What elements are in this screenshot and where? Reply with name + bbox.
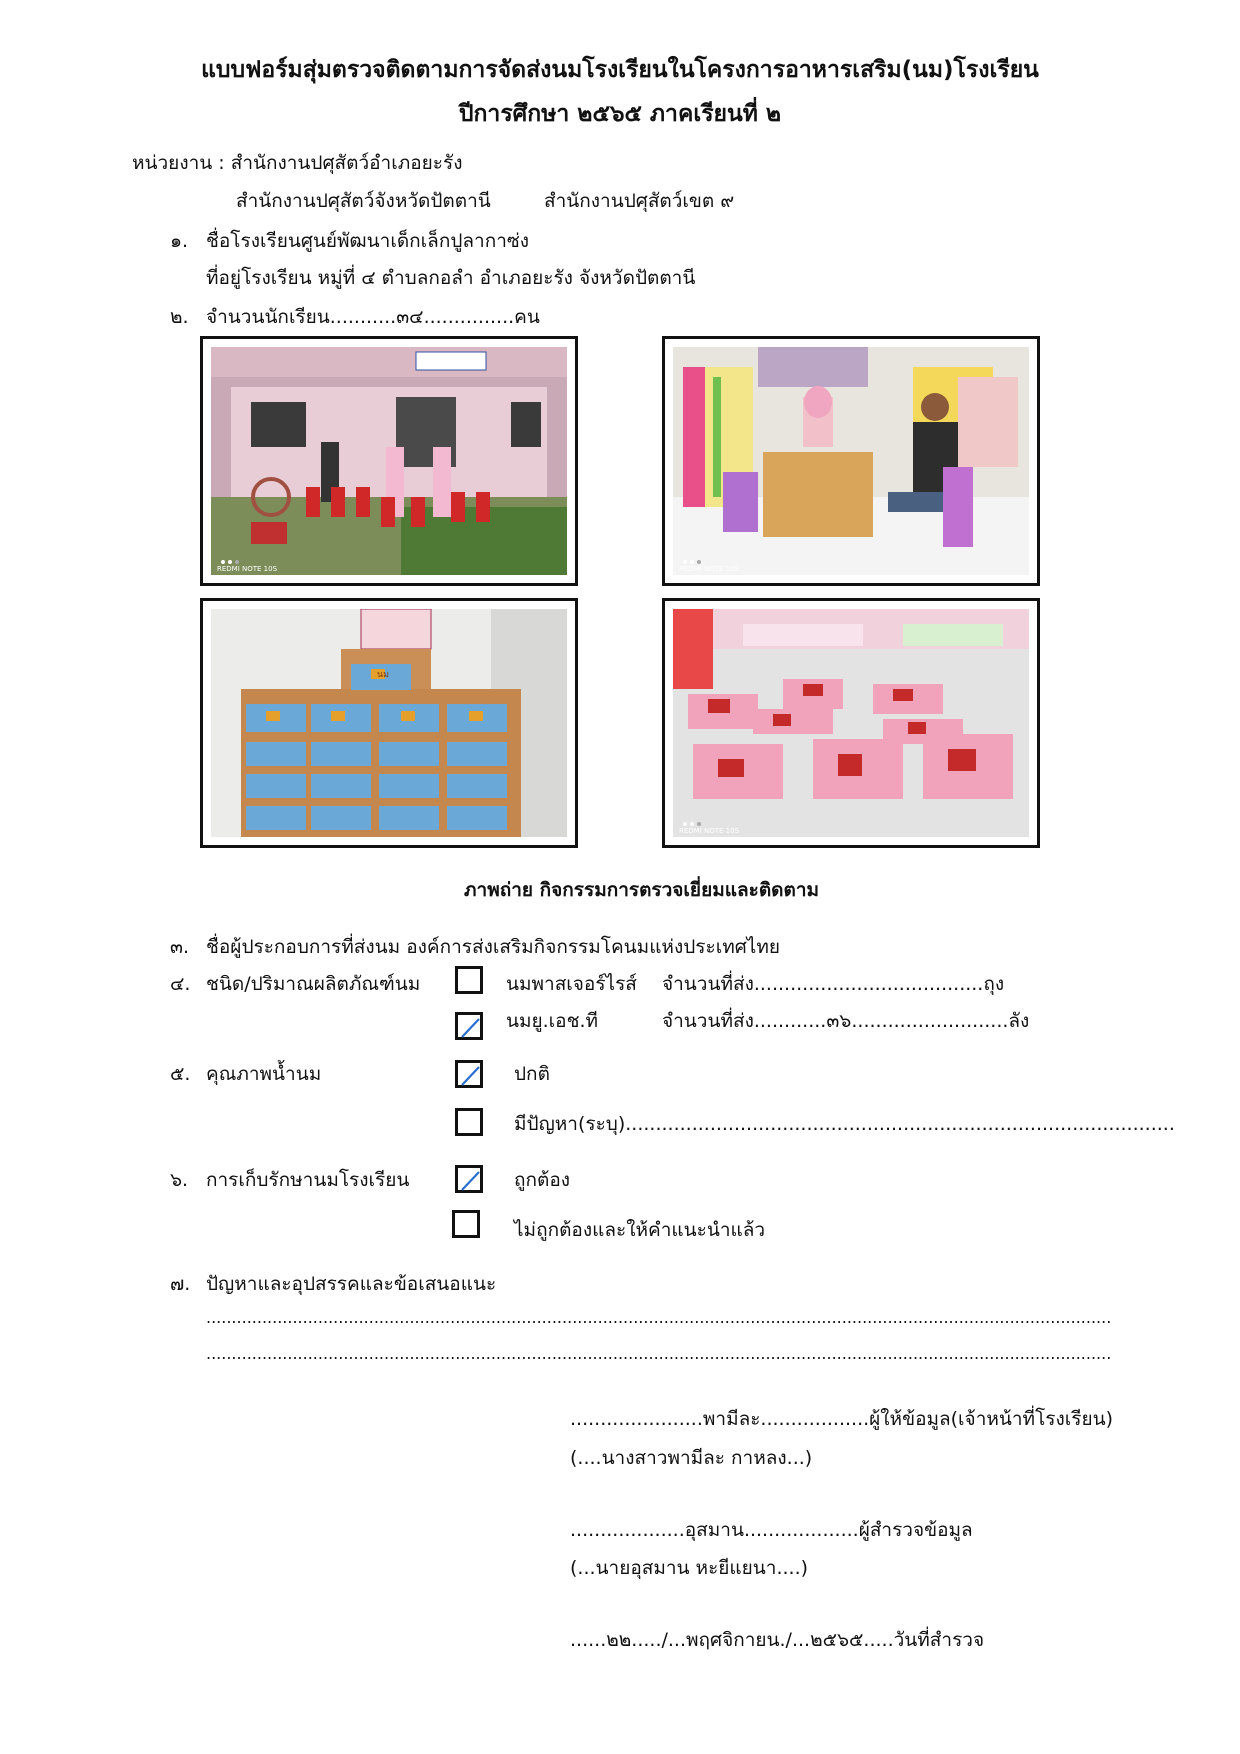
checkbox-uht[interactable] (455, 1012, 483, 1040)
agency-province: สำนักงานปศุสัตว์จังหวัดปัตตานี (236, 190, 491, 212)
photo-meeting (662, 336, 1040, 586)
quality-normal-label: ปกติ (514, 1063, 550, 1085)
camera-watermark: REDMI NOTE 10S (217, 565, 278, 573)
student-count: จำนวนนักเรียน...........๓๔...............คน (206, 306, 540, 328)
surveyor-signature-line: ...................อุสมาน...................ผู้สำรวจข้อมูล (570, 1519, 973, 1541)
meeting-image (673, 347, 1029, 575)
uht-amount: จำนวนที่ส่ง............๓๖..........................ลัง (662, 1010, 1030, 1032)
item-number-1: ๑. (170, 230, 189, 252)
problems-line-1[interactable]: .................................................................................................................................................................................. (206, 1308, 1112, 1327)
milk-storage-label: การเก็บรักษานมโรงเรียน (206, 1169, 410, 1191)
storage-ok-label: ถูกต้อง (514, 1169, 571, 1191)
school-name: ชื่อโรงเรียนศูนย์พัฒนาเด็กเล็กปูลากาซ่ง (206, 230, 530, 252)
item-number-4: ๔. (170, 973, 191, 995)
agency-label: หน่วยงาน : สำนักงานปศุสัตว์อำเภอยะรัง (132, 152, 463, 174)
milk-boxes-image (211, 609, 567, 837)
item-number-2: ๒. (170, 306, 189, 328)
pasteurized-amount: จำนวนที่ส่ง......................................ถุง (662, 973, 1005, 995)
children-resting-image (673, 609, 1029, 837)
box-brand-label: นม (377, 670, 390, 680)
check-mark-icon (459, 1063, 483, 1087)
informant-name: (....นางสาวพามีละ กาหลง...) (570, 1447, 813, 1469)
camera-watermark: REDMI NOTE 10S (679, 827, 740, 835)
checkbox-quality-normal[interactable] (455, 1060, 483, 1088)
agency-region: สำนักงานปศุสัตว์เขต ๙ (544, 190, 735, 212)
milk-operator: ชื่อผู้ประกอบการที่ส่งนม องค์การส่งเสริมกิจกรรมโคนมแห่งประเทศไทย (206, 936, 780, 958)
check-mark-icon (459, 1015, 483, 1039)
milk-quality-label: คุณภาพน้ำนม (206, 1063, 322, 1085)
school-address: ที่อยู่โรงเรียน หมู่ที่ ๔ ตำบลกอลำ อำเภอยะรัง จังหวัดปัตตานี (206, 267, 696, 289)
quality-problem-label: มีปัญหา(ระบุ)........................................................................................... (514, 1113, 1175, 1135)
photo-children-resting (662, 598, 1040, 848)
product-label: ชนิด/ปริมาณผลิตภัณฑ์นม (206, 973, 421, 995)
photo-milk-boxes (200, 598, 578, 848)
school-building-image (211, 347, 567, 575)
camera-watermark: REDMI NOTE 10S (679, 565, 740, 573)
check-mark-icon (459, 1168, 483, 1192)
problems-line-2[interactable]: .................................................................................................................................................................................. (206, 1344, 1112, 1363)
informant-signature-line: ......................พามีละ..................ผู้ให้ข้อมูล(เจ้าหน้าที่โรงเรียน) (570, 1408, 1113, 1430)
checkbox-storage-ok[interactable] (455, 1165, 483, 1193)
item-number-7: ๗. (170, 1273, 191, 1295)
item-number-5: ๕. (170, 1063, 191, 1085)
form-title: แบบฟอร์มสุ่มตรวจติดตามการจัดส่งนมโรงเรียนในโครงการอาหารเสริม(นม)โรงเรียน (201, 57, 1039, 83)
uht-label: นมยู.เอช.ที (506, 1010, 599, 1032)
photo-caption: ภาพถ่าย กิจกรรมการตรวจเยี่ยมและติดตาม (464, 879, 820, 901)
checkbox-quality-problem[interactable] (455, 1108, 483, 1136)
checkbox-storage-bad[interactable] (452, 1210, 480, 1238)
pasteurized-label: นมพาสเจอร์ไรส์ (506, 973, 637, 995)
survey-date: ......๒๒...../...พฤศจิกายน./...๒๕๖๕.....วันที่สำรวจ (570, 1629, 985, 1651)
item-number-3: ๓. (170, 936, 190, 958)
checkbox-pasteurized[interactable] (455, 966, 483, 994)
surveyor-name: (...นายอุสมาน หะยีแยนา....) (570, 1557, 809, 1579)
form-subtitle: ปีการศึกษา ๒๕๖๕ ภาคเรียนที่ ๒ (458, 101, 782, 127)
photo-school-building (200, 336, 578, 586)
storage-bad-label: ไม่ถูกต้องและให้คำแนะนำแล้ว (514, 1219, 766, 1241)
problems-label: ปัญหาและอุปสรรคและข้อเสนอแนะ (206, 1273, 497, 1295)
item-number-6: ๖. (170, 1169, 189, 1191)
